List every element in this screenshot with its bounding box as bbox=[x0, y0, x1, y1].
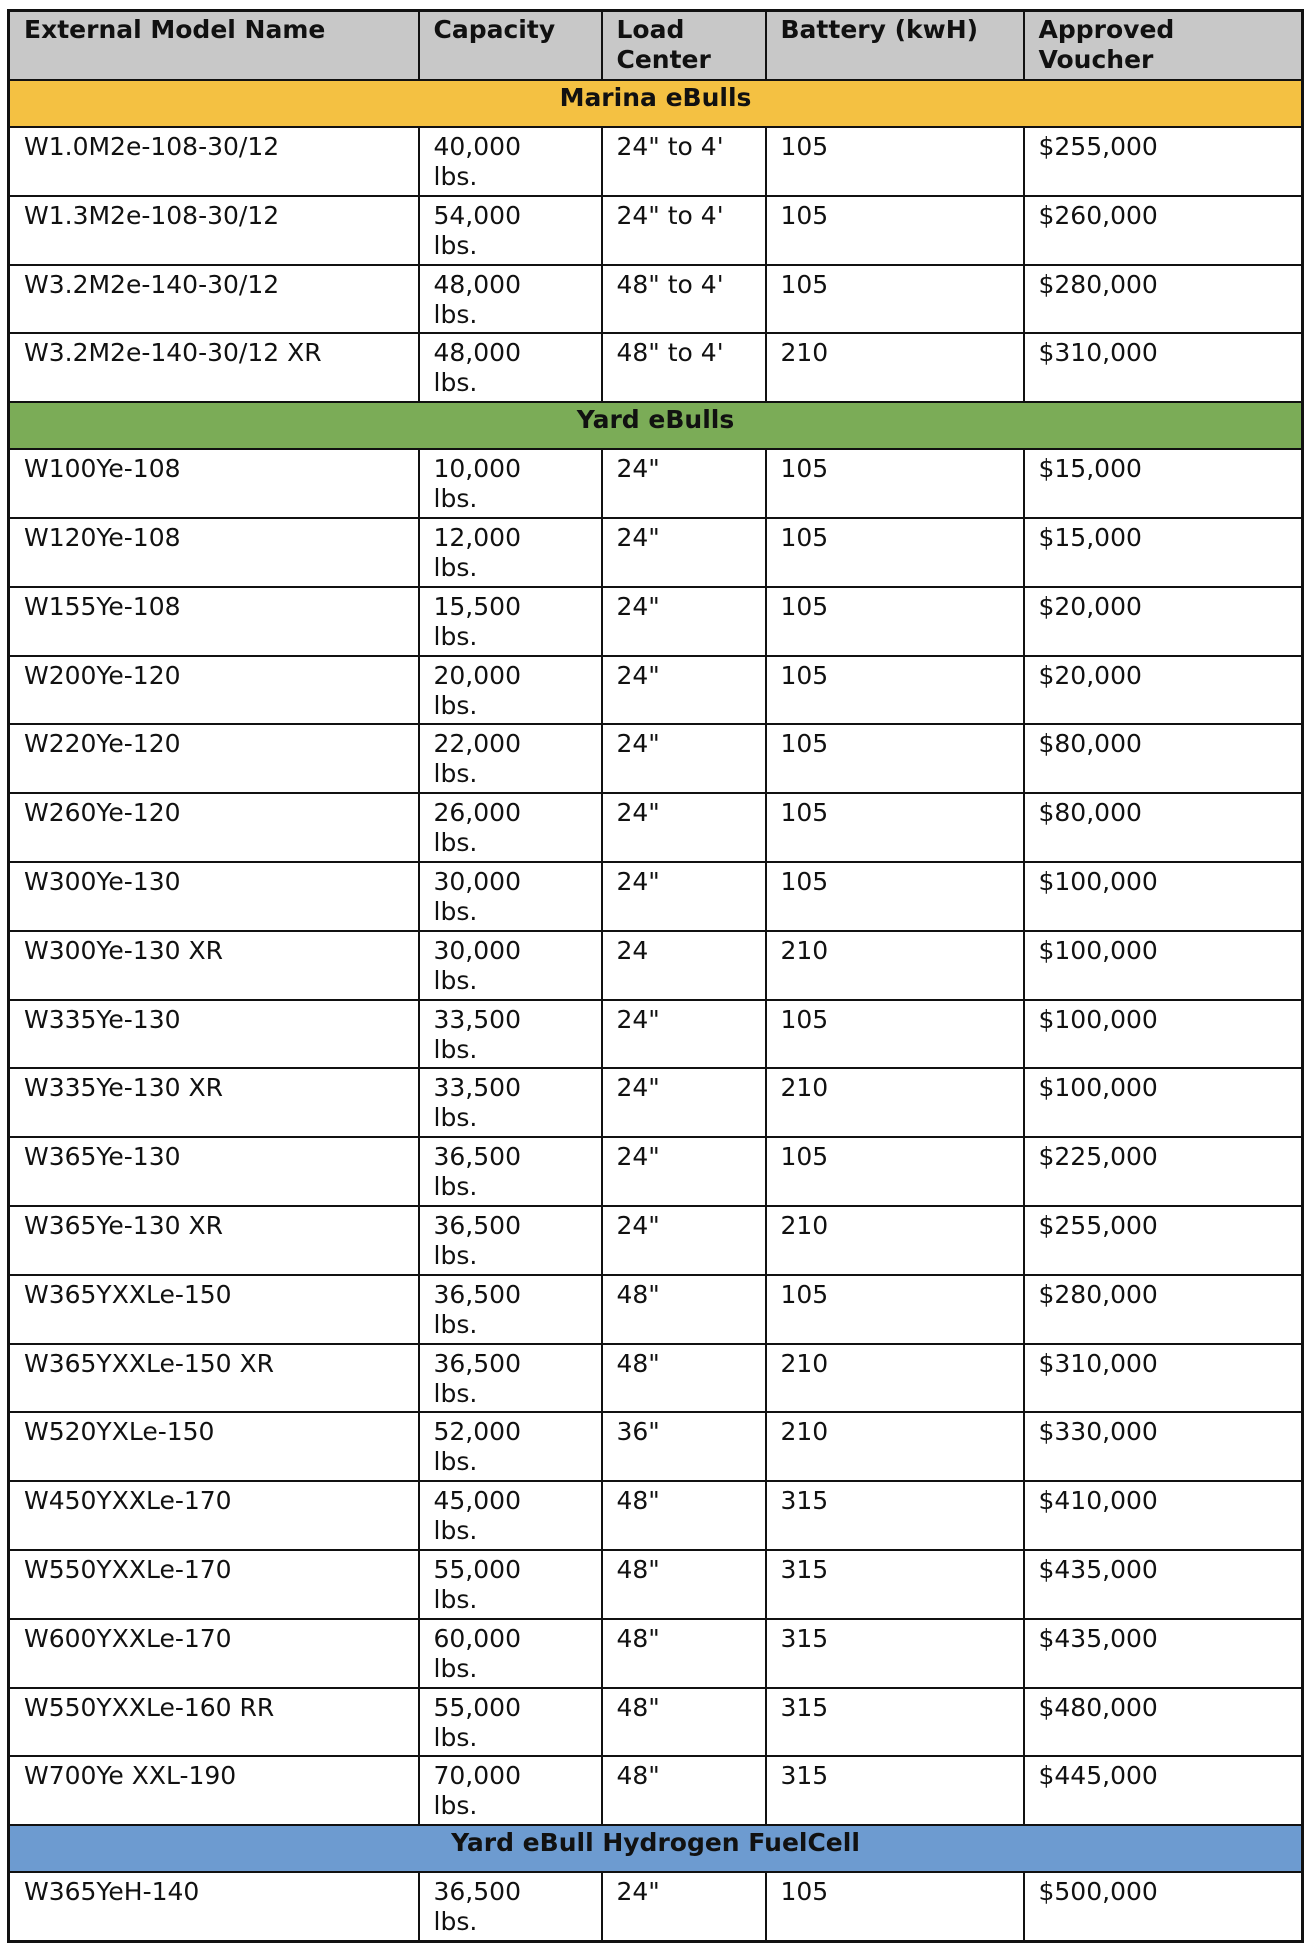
model-name-cell: W365Ye-130 XR bbox=[9, 1206, 419, 1275]
model-name-cell: W700Ye XXL-190 bbox=[9, 1756, 419, 1825]
capacity-unit: lbs. bbox=[433, 1516, 478, 1546]
capacity-unit: lbs. bbox=[433, 759, 478, 789]
capacity-cell bbox=[419, 1000, 602, 1069]
battery-cell: 105 bbox=[766, 127, 1024, 196]
capacity-cell bbox=[419, 333, 602, 402]
battery-cell: 105 bbox=[766, 587, 1024, 656]
battery-cell: 210 bbox=[766, 1068, 1024, 1137]
capacity-cell bbox=[419, 1068, 602, 1137]
capacity-unit: lbs. bbox=[433, 1309, 478, 1339]
capacity-unit: lbs. bbox=[433, 162, 478, 191]
capacity-value: 48,000 bbox=[433, 269, 521, 299]
load-center-cell: 24" bbox=[602, 656, 766, 725]
battery-cell: 210 bbox=[766, 1206, 1024, 1275]
load-center-cell: 24" bbox=[602, 724, 766, 793]
capacity-value: 26,000 bbox=[433, 798, 521, 828]
voucher-cell: $80,000 bbox=[1024, 793, 1303, 862]
capacity-cell bbox=[419, 1619, 602, 1688]
battery-cell: 105 bbox=[766, 1137, 1024, 1206]
model-name-cell: W365YXXLe-150 XR bbox=[9, 1344, 419, 1413]
capacity-value: 15,500 bbox=[433, 591, 521, 621]
capacity-value: 20,000 bbox=[433, 660, 521, 690]
model-name-cell: W1.0M2e-108-30/12 bbox=[9, 127, 419, 196]
load-center-cell: 24" bbox=[602, 518, 766, 587]
model-name-cell: W3.2M2e-140-30/12 bbox=[9, 265, 419, 334]
table-row bbox=[9, 931, 1303, 1000]
capacity-value: 36,500 bbox=[433, 1348, 521, 1378]
capacity-value: 30,000 bbox=[433, 866, 521, 896]
voucher-cell: $100,000 bbox=[1024, 862, 1303, 931]
capacity-cell bbox=[419, 862, 602, 931]
capacity-cell bbox=[419, 1756, 602, 1825]
voucher-cell: $100,000 bbox=[1024, 1000, 1303, 1069]
section-title: Marina eBulls bbox=[9, 80, 1303, 127]
load-center-cell: 24" bbox=[602, 1137, 766, 1206]
voucher-cell: $435,000 bbox=[1024, 1619, 1303, 1688]
capacity-value: 36,500 bbox=[433, 1877, 521, 1907]
capacity-value: 33,500 bbox=[433, 1073, 521, 1103]
capacity-cell bbox=[419, 1137, 602, 1206]
battery-cell: 315 bbox=[766, 1756, 1024, 1825]
battery-cell: 105 bbox=[766, 793, 1024, 862]
model-name-cell: W335Ye-130 bbox=[9, 1000, 419, 1069]
model-name-cell: W365YXXLe-150 bbox=[9, 1275, 419, 1344]
table-row bbox=[9, 793, 1303, 862]
load-center-cell: 48" bbox=[602, 1688, 766, 1757]
table-row bbox=[9, 196, 1303, 265]
voucher-cell: $310,000 bbox=[1024, 333, 1303, 402]
voucher-cell: $500,000 bbox=[1024, 1872, 1303, 1941]
table-row bbox=[9, 1872, 1303, 1941]
column-header-capacity: Capacity bbox=[419, 11, 602, 81]
capacity-cell bbox=[419, 793, 602, 862]
load-center-cell: 24" bbox=[602, 1872, 766, 1941]
battery-cell: 105 bbox=[766, 1872, 1024, 1941]
model-name-cell: W120Ye-108 bbox=[9, 518, 419, 587]
model-name-cell: W220Ye-120 bbox=[9, 724, 419, 793]
capacity-value: 22,000 bbox=[433, 729, 521, 759]
model-name-cell: W260Ye-120 bbox=[9, 793, 419, 862]
capacity-value: 12,000 bbox=[433, 522, 521, 552]
capacity-value: 40,000 bbox=[433, 132, 521, 161]
battery-cell: 315 bbox=[766, 1688, 1024, 1757]
capacity-value: 33,500 bbox=[433, 1004, 521, 1034]
load-center-cell: 48" bbox=[602, 1481, 766, 1550]
table-row bbox=[9, 518, 1303, 587]
capacity-unit: lbs. bbox=[433, 484, 478, 514]
battery-cell: 315 bbox=[766, 1481, 1024, 1550]
capacity-cell bbox=[419, 1412, 602, 1481]
table-row bbox=[9, 587, 1303, 656]
section-header-row bbox=[9, 402, 1303, 449]
table-row bbox=[9, 449, 1303, 518]
column-header-voucher: Approved Voucher bbox=[1024, 11, 1303, 81]
model-name-cell: W100Ye-108 bbox=[9, 449, 419, 518]
capacity-unit: lbs. bbox=[433, 1034, 478, 1064]
table-row bbox=[9, 1137, 1303, 1206]
model-name-cell: W1.3M2e-108-30/12 bbox=[9, 196, 419, 265]
capacity-unit: lbs. bbox=[433, 965, 478, 995]
table-row bbox=[9, 656, 1303, 725]
table-row bbox=[9, 1412, 1303, 1481]
model-name-cell: W300Ye-130 XR bbox=[9, 931, 419, 1000]
capacity-cell bbox=[419, 656, 602, 725]
capacity-value: 36,500 bbox=[433, 1142, 521, 1172]
capacity-unit: lbs. bbox=[433, 828, 478, 858]
load-center-cell: 24" bbox=[602, 1068, 766, 1137]
table-body bbox=[9, 80, 1303, 1941]
capacity-unit: lbs. bbox=[433, 230, 478, 260]
voucher-cell: $280,000 bbox=[1024, 265, 1303, 334]
battery-cell: 105 bbox=[766, 656, 1024, 725]
voucher-cell: $80,000 bbox=[1024, 724, 1303, 793]
load-center-cell: 48" bbox=[602, 1275, 766, 1344]
capacity-cell bbox=[419, 1688, 602, 1757]
voucher-cell: $20,000 bbox=[1024, 587, 1303, 656]
column-header-load-center: Load Center bbox=[602, 11, 766, 81]
voucher-cell: $100,000 bbox=[1024, 1068, 1303, 1137]
load-center-cell: 24" to 4' bbox=[602, 196, 766, 265]
column-header-battery: Battery (kwH) bbox=[766, 11, 1024, 81]
battery-cell: 105 bbox=[766, 265, 1024, 334]
capacity-value: 70,000 bbox=[433, 1761, 521, 1791]
capacity-cell bbox=[419, 724, 602, 793]
load-center-cell: 36" bbox=[602, 1412, 766, 1481]
model-name-cell: W3.2M2e-140-30/12 XR bbox=[9, 333, 419, 402]
table-row bbox=[9, 1619, 1303, 1688]
table-row bbox=[9, 265, 1303, 334]
model-name-cell: W335Ye-130 XR bbox=[9, 1068, 419, 1137]
battery-cell: 105 bbox=[766, 1275, 1024, 1344]
capacity-cell bbox=[419, 1206, 602, 1275]
model-name-cell: W600YXXLe-170 bbox=[9, 1619, 419, 1688]
capacity-value: 45,000 bbox=[433, 1486, 521, 1516]
battery-cell: 105 bbox=[766, 1000, 1024, 1069]
load-center-cell: 24" bbox=[602, 1000, 766, 1069]
voucher-cell: $280,000 bbox=[1024, 1275, 1303, 1344]
table-row bbox=[9, 1344, 1303, 1413]
load-center-cell: 24" bbox=[602, 1206, 766, 1275]
capacity-unit: lbs. bbox=[433, 1103, 478, 1133]
capacity-cell bbox=[419, 449, 602, 518]
capacity-unit: lbs. bbox=[433, 1240, 478, 1270]
battery-cell: 210 bbox=[766, 1412, 1024, 1481]
table-row bbox=[9, 127, 1303, 196]
capacity-cell bbox=[419, 1481, 602, 1550]
capacity-cell bbox=[419, 1872, 602, 1941]
capacity-unit: lbs. bbox=[433, 299, 478, 329]
load-center-cell: 48" bbox=[602, 1550, 766, 1619]
load-center-cell: 24" bbox=[602, 449, 766, 518]
load-center-cell: 24" bbox=[602, 793, 766, 862]
header-row bbox=[9, 11, 1303, 81]
capacity-value: 36,500 bbox=[433, 1210, 521, 1240]
capacity-value: 55,000 bbox=[433, 1692, 521, 1722]
voucher-cell: $260,000 bbox=[1024, 196, 1303, 265]
capacity-unit: lbs. bbox=[433, 690, 478, 720]
battery-cell: 105 bbox=[766, 518, 1024, 587]
load-center-cell: 24" bbox=[602, 862, 766, 931]
battery-cell: 105 bbox=[766, 196, 1024, 265]
load-center-cell: 48" bbox=[602, 1344, 766, 1413]
capacity-value: 60,000 bbox=[433, 1623, 521, 1653]
section-header-row bbox=[9, 80, 1303, 127]
capacity-value: 55,000 bbox=[433, 1554, 521, 1584]
capacity-cell bbox=[419, 265, 602, 334]
capacity-cell bbox=[419, 1344, 602, 1413]
table-row bbox=[9, 862, 1303, 931]
model-name-cell: W450YXXLe-170 bbox=[9, 1481, 419, 1550]
table-row bbox=[9, 1688, 1303, 1757]
load-center-cell: 24" to 4' bbox=[602, 127, 766, 196]
battery-cell: 210 bbox=[766, 1344, 1024, 1413]
voucher-cell: $410,000 bbox=[1024, 1481, 1303, 1550]
load-center-cell: 48" to 4' bbox=[602, 333, 766, 402]
voucher-cell: $480,000 bbox=[1024, 1688, 1303, 1757]
table-row bbox=[9, 724, 1303, 793]
capacity-unit: lbs. bbox=[433, 552, 478, 582]
section-header-row bbox=[9, 1825, 1303, 1872]
model-name-cell: W520YXLe-150 bbox=[9, 1412, 419, 1481]
battery-cell: 105 bbox=[766, 862, 1024, 931]
table-row bbox=[9, 333, 1303, 402]
capacity-value: 52,000 bbox=[433, 1417, 521, 1447]
capacity-unit: lbs. bbox=[433, 1447, 478, 1477]
battery-cell: 315 bbox=[766, 1619, 1024, 1688]
table-row bbox=[9, 1206, 1303, 1275]
table-row bbox=[9, 1068, 1303, 1137]
model-name-cell: W365Ye-130 bbox=[9, 1137, 419, 1206]
voucher-cell: $310,000 bbox=[1024, 1344, 1303, 1413]
voucher-cell: $435,000 bbox=[1024, 1550, 1303, 1619]
model-name-cell: W200Ye-120 bbox=[9, 656, 419, 725]
battery-cell: 315 bbox=[766, 1550, 1024, 1619]
table-row bbox=[9, 1481, 1303, 1550]
voucher-cell: $15,000 bbox=[1024, 449, 1303, 518]
model-name-cell: W550YXXLe-160 RR bbox=[9, 1688, 419, 1757]
column-header-model: External Model Name bbox=[9, 11, 419, 81]
model-name-cell: W300Ye-130 bbox=[9, 862, 419, 931]
capacity-cell bbox=[419, 1550, 602, 1619]
capacity-unit: lbs. bbox=[433, 1378, 478, 1408]
voucher-cell: $255,000 bbox=[1024, 1206, 1303, 1275]
capacity-cell bbox=[419, 931, 602, 1000]
capacity-cell bbox=[419, 1275, 602, 1344]
capacity-unit: lbs. bbox=[433, 1653, 478, 1683]
capacity-cell bbox=[419, 518, 602, 587]
model-name-cell: W550YXXLe-170 bbox=[9, 1550, 419, 1619]
capacity-cell bbox=[419, 196, 602, 265]
capacity-value: 10,000 bbox=[433, 454, 521, 484]
table-row bbox=[9, 1756, 1303, 1825]
battery-cell: 210 bbox=[766, 333, 1024, 402]
capacity-cell bbox=[419, 587, 602, 656]
voucher-cell: $100,000 bbox=[1024, 931, 1303, 1000]
voucher-cell: $445,000 bbox=[1024, 1756, 1303, 1825]
voucher-cell: $15,000 bbox=[1024, 518, 1303, 587]
section-title: Yard eBull Hydrogen FuelCell bbox=[9, 1825, 1303, 1872]
capacity-value: 36,500 bbox=[433, 1279, 521, 1309]
battery-cell: 105 bbox=[766, 724, 1024, 793]
battery-cell: 210 bbox=[766, 931, 1024, 1000]
voucher-table bbox=[7, 9, 1304, 1943]
load-center-cell: 24 bbox=[602, 931, 766, 1000]
load-center-cell: 48" bbox=[602, 1619, 766, 1688]
model-name-cell: W365YeH-140 bbox=[9, 1872, 419, 1941]
capacity-value: 30,000 bbox=[433, 935, 521, 965]
capacity-unit: lbs. bbox=[433, 1584, 478, 1614]
load-center-cell: 48" bbox=[602, 1756, 766, 1825]
capacity-value: 48,000 bbox=[433, 338, 521, 368]
voucher-cell: $255,000 bbox=[1024, 127, 1303, 196]
table-row bbox=[9, 1550, 1303, 1619]
table-row bbox=[9, 1000, 1303, 1069]
section-title: Yard eBulls bbox=[9, 402, 1303, 449]
capacity-unit: lbs. bbox=[433, 1722, 478, 1752]
model-name-cell: W155Ye-108 bbox=[9, 587, 419, 656]
load-center-cell: 48" to 4' bbox=[602, 265, 766, 334]
table-row bbox=[9, 1275, 1303, 1344]
voucher-cell: $225,000 bbox=[1024, 1137, 1303, 1206]
load-center-cell: 24" bbox=[602, 587, 766, 656]
capacity-unit: lbs. bbox=[433, 1907, 478, 1937]
capacity-unit: lbs. bbox=[433, 1172, 478, 1202]
capacity-unit: lbs. bbox=[433, 896, 478, 926]
capacity-cell bbox=[419, 127, 602, 196]
capacity-unit: lbs. bbox=[433, 621, 478, 651]
capacity-unit: lbs. bbox=[433, 368, 478, 398]
voucher-cell: $20,000 bbox=[1024, 656, 1303, 725]
voucher-cell: $330,000 bbox=[1024, 1412, 1303, 1481]
capacity-unit: lbs. bbox=[433, 1791, 478, 1821]
battery-cell: 105 bbox=[766, 449, 1024, 518]
capacity-value: 54,000 bbox=[433, 200, 521, 230]
